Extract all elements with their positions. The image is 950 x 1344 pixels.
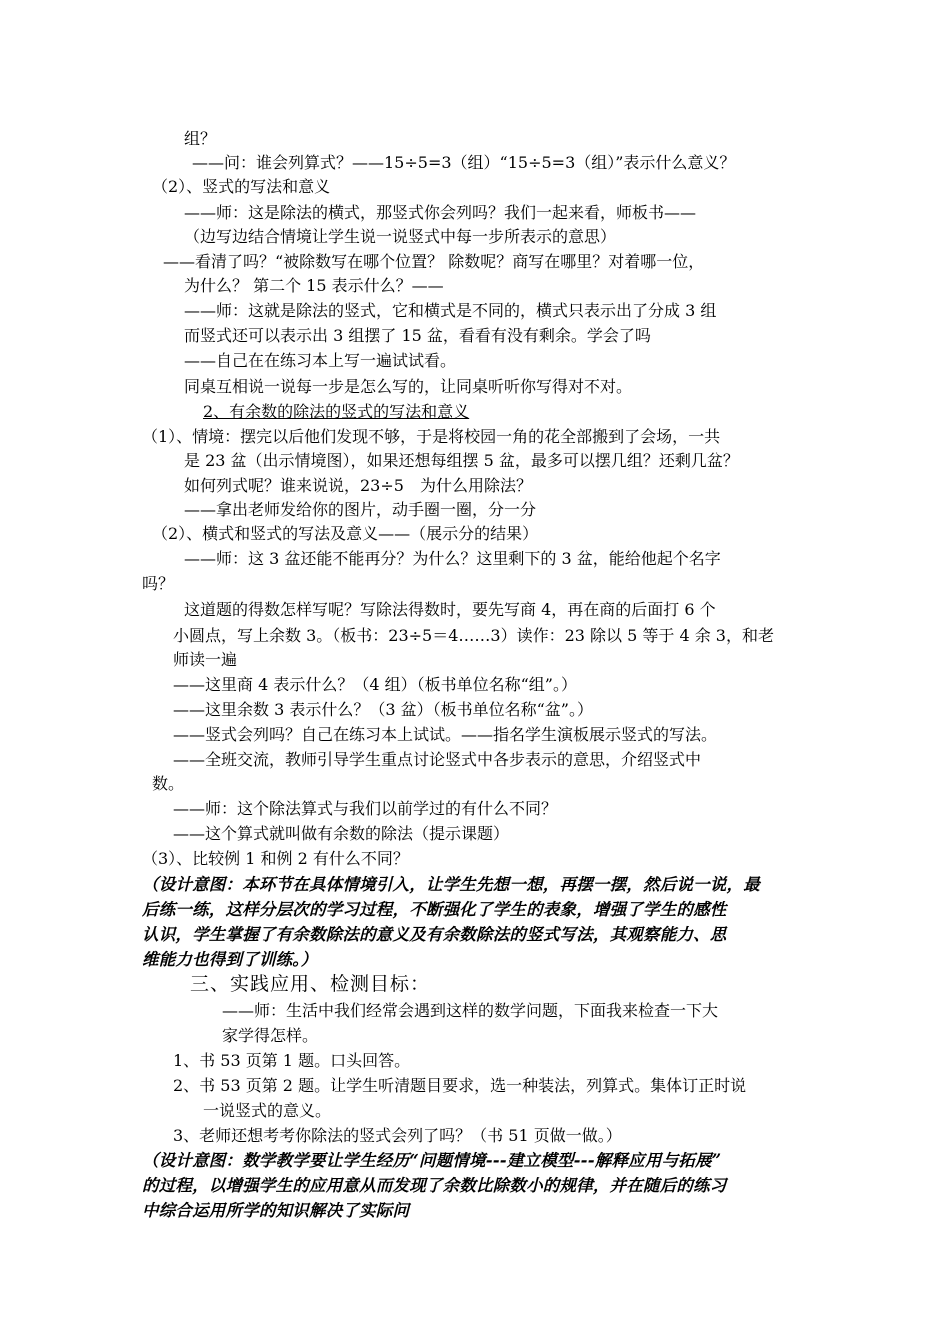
text-line: ——师：这就是除法的竖式，它和横式是不同的，横式只表示出了分成 3 组 (184, 301, 717, 320)
text-line: ——看清了吗？“被除数写在哪个位置？ 除数呢？商写在哪里？对着哪一位， (163, 252, 705, 271)
text-line: 同桌互相说一说每一步是怎么写的，让同桌听听你写得对不对。 (184, 377, 633, 396)
text-line: （3）、比较例 1 和例 2 有什么不同？ (142, 849, 409, 868)
text-line: 1、书 53 页第 1 题。口头回答。 (173, 1051, 411, 1070)
design-intent-note: 的过程，以增强学生的应用意从而发现了余数比除数小的规律，并在随后的练习 (142, 1176, 727, 1195)
text-line: 而竖式还可以表示出 3 组摆了 15 盆，看看有没有剩余。学会了吗 (184, 326, 651, 345)
text-line: （1）、情境：摆完以后他们发现不够，于是将校园一角的花全部搬到了会场，一共 (142, 427, 721, 446)
text-line: 为什么？ 第二个 15 表示什么？—— (184, 276, 444, 295)
text-line: ——竖式会列吗？自己在练习本上试试。——指名学生演板展示竖式的写法。 (173, 725, 718, 744)
text-line: （2）、竖式的写法和意义 (152, 177, 331, 196)
text-line: 如何列式呢？谁来说说，23÷5 为什么用除法？ (184, 476, 532, 495)
text-line: 家学得怎样。 (222, 1026, 319, 1045)
text-line: 是 23 盆（出示情境图），如果还想每组摆 5 盆，最多可以摆几组？还剩几盆？ (184, 451, 739, 470)
text-line: （2）、横式和竖式的写法及意义——（展示分的结果） (152, 524, 539, 543)
text-line: ——师：这个除法算式与我们以前学过的有什么不同？ (173, 799, 558, 818)
text-line: ——师：这 3 盆还能不能再分？为什么？这里剩下的 3 盆，能给他起个名字 (184, 549, 721, 568)
text-line: ——这里余数 3 表示什么？（3 盆）（板书单位名称“盆”。） (173, 700, 593, 719)
text-line: ——师：这是除法的横式，那竖式你会列吗？我们一起来看，师板书—— (184, 203, 697, 222)
text-line: 组？ (184, 129, 217, 148)
text-line: ——问：谁会列算式？——15÷5=3（组）“15÷5=3（组）”表示什么意义？ (192, 153, 736, 172)
text-line: ——这里商 4 表示什么？（4 组）（板书单位名称“组”。） (173, 675, 577, 694)
design-intent-note: 认识，学生掌握了有余数除法的意义及有余数除法的竖式写法，其观察能力、思 (142, 925, 727, 944)
text-line: ——这个算式就叫做有余数的除法（提示课题） (173, 824, 510, 843)
section-heading: 2、有余数的除法的竖式的写法和意义 (203, 402, 470, 421)
design-intent-note: （设计意图：本环节在具体情境引入，让学生先想一想，再摆一摆，然后说一说，最 (142, 875, 760, 894)
design-intent-note: 中综合运用所学的知识解决了实际问 (142, 1201, 410, 1220)
text-line: 3、老师还想考考你除法的竖式会列了吗？（书 51 页做一做。） (173, 1126, 622, 1145)
text-line: ——师：生活中我们经常会遇到这样的数学问题，下面我来检查一下大 (222, 1001, 719, 1020)
text-line: ——全班交流，教师引导学生重点讨论竖式中各步表示的意思，介绍竖式中 (173, 750, 702, 769)
text-line: （边写边结合情境让学生说一说竖式中每一步所表示的意思） (184, 227, 617, 246)
section-heading: 三、实践应用、检测目标： (190, 973, 431, 995)
text-line: 这道题的得数怎样写呢？写除法得数时，要先写商 4，再在商的后面打 6 个 (184, 600, 716, 619)
text-line: 2、书 53 页第 2 题。让学生听清题目要求，选一种装法，列算式。集体订正时说 (173, 1076, 747, 1095)
text-line: 吗？ (142, 574, 175, 593)
text-line: 一说竖式的意义。 (203, 1101, 332, 1120)
text-line: ——拿出老师发给你的图片，动手圈一圈，分一分 (184, 500, 537, 519)
design-intent-note: 后练一练，这样分层次的学习过程，不断强化了学生的表象，增强了学生的感性 (142, 900, 727, 919)
design-intent-note: 维能力也得到了训练。） (142, 950, 318, 969)
text-line: 数。 (152, 774, 185, 793)
text-line: ——自己在在练习本上写一遍试试看。 (184, 351, 457, 370)
text-line: 师读一遍 (173, 650, 238, 669)
design-intent-note: （设计意图：数学教学要让学生经历“问题情境---建立模型---解释应用与拓展” (142, 1151, 722, 1170)
text-line: 小圆点，写上余数 3。（板书：23÷5＝4……3）读作：23 除以 5 等于 4 余 3，和老 (173, 626, 774, 645)
